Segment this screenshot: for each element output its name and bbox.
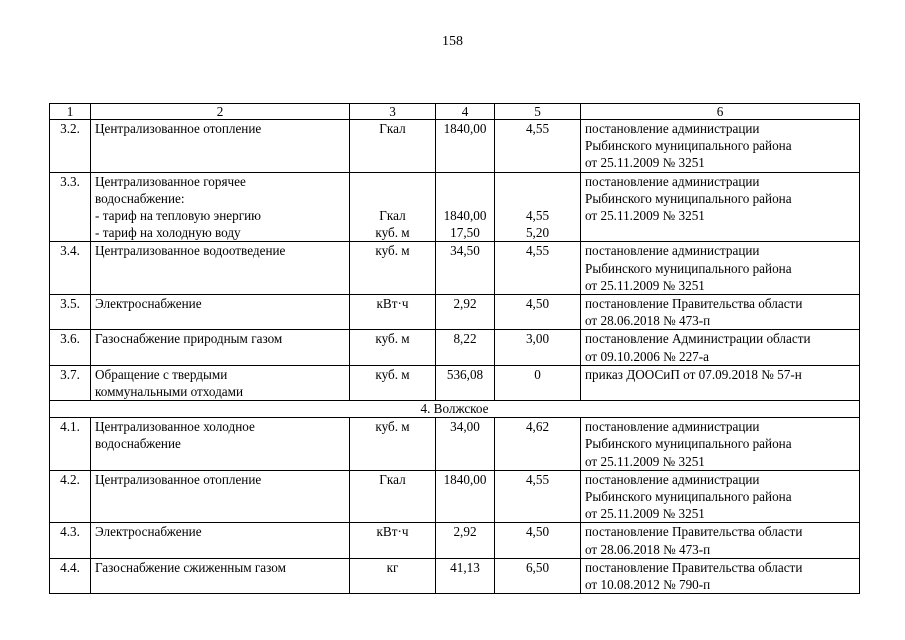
unit-cell-line: кВт·ч: [376, 524, 409, 540]
service-name-line: Централизованное холодное: [95, 419, 255, 435]
value-col5-line: 4,55: [525, 208, 550, 224]
value-col4: [436, 365, 495, 400]
value-col4: [436, 330, 495, 365]
legal-document-line: постановление администрации: [585, 471, 760, 487]
legal-document-line: от 25.11.2009 № 3251: [585, 155, 705, 171]
service-name-line: Электроснабжение: [95, 524, 202, 540]
service-name-line: - тариф на холодную воду: [95, 225, 241, 241]
service-name: [91, 120, 350, 173]
value-col4: [436, 418, 495, 471]
legal-document: [581, 470, 860, 523]
row-number: 3.4.: [50, 242, 91, 295]
column-number: 3: [350, 104, 436, 120]
table-row: [50, 418, 860, 471]
legal-document-line: постановление администрации: [585, 243, 760, 259]
legal-document-line: от 28.06.2018 № 473-п: [585, 313, 711, 329]
unit-cell: [350, 523, 436, 558]
legal-document-line: от 25.11.2009 № 3251: [585, 277, 705, 293]
row-number: 3.2.: [50, 120, 91, 173]
value-col5-line: 4,55: [525, 121, 550, 136]
unit-cell-line: куб. м: [375, 419, 410, 435]
service-name-line: Электроснабжение: [95, 296, 202, 312]
row-number: 4.4.: [50, 558, 91, 593]
table-row: [50, 523, 860, 558]
row-number: 3.5.: [50, 295, 91, 330]
value-col4: [436, 295, 495, 330]
service-name-line: Централизованное водоотведение: [95, 243, 286, 259]
value-col4-line: [440, 173, 490, 190]
value-col4-line: 8,22: [453, 331, 477, 347]
column-number: 1: [50, 104, 91, 120]
service-name-line: водоснабжение:: [95, 190, 185, 206]
value-col4: [436, 558, 495, 593]
service-name-line: Газоснабжение сжиженным газом: [95, 559, 286, 575]
service-name: [91, 172, 350, 242]
table-row: [50, 120, 860, 173]
legal-document: [581, 330, 860, 365]
legal-document: [581, 523, 860, 558]
value-col4-line: [440, 190, 490, 207]
row-number: 4.1.: [50, 418, 91, 471]
unit-cell-line: куб. м: [375, 243, 410, 259]
table-row: [50, 242, 860, 295]
value-col5-line: 6,50: [525, 559, 550, 575]
value-col5-line: 5,20: [525, 225, 550, 241]
legal-document-line: Рыбинского муниципального района: [585, 436, 792, 452]
legal-document-line: Рыбинского муниципального района: [585, 489, 792, 505]
value-col4-line: 1840,00: [443, 121, 487, 136]
legal-document: [581, 295, 860, 330]
table-row: [50, 172, 860, 242]
value-col5-line: 4,55: [525, 243, 550, 259]
row-number: 4.2.: [50, 470, 91, 523]
value-col4: [436, 120, 495, 173]
value-col5: [495, 242, 581, 295]
value-col5-line: [499, 190, 576, 207]
service-name-line: Обращение с твердыми: [95, 366, 228, 382]
unit-cell-line: куб. м: [375, 331, 410, 347]
legal-document-line: Рыбинского муниципального района: [585, 260, 792, 276]
service-name: [91, 295, 350, 330]
value-col5-line: 4,62: [525, 419, 550, 435]
unit-cell: [350, 330, 436, 365]
page-number: 158: [442, 34, 463, 49]
value-col5-line: [499, 173, 576, 190]
table-row: [50, 558, 860, 593]
row-number: 4.3.: [50, 523, 91, 558]
legal-document: [581, 418, 860, 471]
tariff-table: [49, 103, 860, 594]
value-col5-line: 4,50: [525, 296, 550, 312]
legal-document-line: постановление Правительства области: [585, 296, 803, 312]
legal-document-line: постановление Администрации области: [585, 331, 811, 347]
unit-cell: [350, 120, 436, 173]
section-title: 4. Волжское: [50, 401, 860, 418]
service-name: [91, 242, 350, 295]
legal-document: [581, 120, 860, 173]
value-col4-line: 2,92: [453, 296, 477, 312]
row-number: 3.3.: [50, 172, 91, 242]
service-name: [91, 470, 350, 523]
legal-document-line: постановление Правительства области: [585, 559, 803, 575]
value-col4-line: 2,92: [453, 524, 477, 540]
legal-document-line: постановление Правительства области: [585, 524, 803, 540]
service-name-line: Централизованное отопление: [95, 471, 262, 487]
value-col4: [436, 242, 495, 295]
legal-document-line: от 09.10.2006 № 227-а: [585, 348, 710, 364]
table-row: [50, 470, 860, 523]
unit-cell-line: Гкал: [379, 121, 406, 136]
row-number: 3.7.: [50, 365, 91, 400]
value-col5: [495, 295, 581, 330]
value-col4-line: 1840,00: [443, 471, 487, 487]
legal-document: [581, 242, 860, 295]
service-name: [91, 418, 350, 471]
unit-cell-line: Гкал: [379, 208, 406, 224]
service-name-line: Централизованное отопление: [95, 121, 262, 136]
column-number-row: [50, 104, 860, 120]
value-col5: [495, 558, 581, 593]
legal-document: [581, 558, 860, 593]
value-col5: [495, 120, 581, 173]
value-col5: [495, 523, 581, 558]
service-name: [91, 365, 350, 400]
unit-cell-line: кВт·ч: [376, 296, 409, 312]
legal-document-line: от 10.08.2012 № 790-п: [585, 577, 711, 593]
value-col4-line: 17,50: [450, 225, 480, 241]
table-row: [50, 330, 860, 365]
legal-document-line: приказ ДООСиП от 07.09.2018 № 57-н: [585, 366, 802, 382]
value-col5-line: 0: [534, 366, 541, 382]
unit-cell-line: Гкал: [379, 471, 406, 487]
unit-cell: [350, 558, 436, 593]
row-number: 3.6.: [50, 330, 91, 365]
legal-document-line: Рыбинского муниципального района: [585, 190, 792, 206]
unit-cell-line: [354, 173, 431, 190]
legal-document-line: постановление администрации: [585, 419, 760, 435]
unit-cell-line: кг: [386, 559, 399, 575]
value-col4-line: 34,00: [450, 419, 480, 435]
service-name-line: коммунальными отходами: [95, 384, 244, 400]
legal-document-line: Рыбинского муниципального района: [585, 138, 792, 154]
service-name: [91, 330, 350, 365]
value-col4: [436, 172, 495, 242]
unit-cell: [350, 172, 436, 242]
legal-document: [581, 365, 860, 400]
value-col5-line: 4,50: [525, 524, 550, 540]
unit-cell: [350, 242, 436, 295]
service-name-line: Централизованное горячее: [95, 173, 246, 189]
value-col4: [436, 470, 495, 523]
service-name: [91, 523, 350, 558]
service-name-line: Газоснабжение природным газом: [95, 331, 283, 347]
column-number: 5: [495, 104, 581, 120]
value-col5: [495, 172, 581, 242]
unit-cell: [350, 418, 436, 471]
service-name-line: водоснабжение: [95, 436, 181, 452]
unit-cell-line: куб. м: [375, 366, 410, 382]
legal-document: [581, 172, 860, 242]
table-row: [50, 295, 860, 330]
service-name: [91, 558, 350, 593]
unit-cell-line: куб. м: [375, 225, 410, 241]
service-name-line: - тариф на тепловую энергию: [95, 208, 262, 224]
value-col4-line: 34,50: [450, 243, 480, 259]
value-col5-line: 4,55: [525, 471, 550, 487]
section-row: [50, 401, 860, 418]
legal-document-line: от 25.11.2009 № 3251: [585, 208, 705, 224]
unit-cell: [350, 470, 436, 523]
legal-document-line: от 28.06.2018 № 473-п: [585, 541, 711, 557]
legal-document-line: от 25.11.2009 № 3251: [585, 453, 705, 469]
unit-cell: [350, 295, 436, 330]
legal-document-line: постановление администрации: [585, 173, 760, 189]
column-number: 6: [581, 104, 860, 120]
value-col4: [436, 523, 495, 558]
table-row: [50, 365, 860, 400]
column-number: 4: [436, 104, 495, 120]
value-col4-line: 536,08: [446, 366, 484, 382]
value-col4-line: 1840,00: [443, 208, 487, 224]
column-number: 2: [91, 104, 350, 120]
value-col5-line: 3,00: [525, 331, 550, 347]
unit-cell: [350, 365, 436, 400]
value-col5: [495, 470, 581, 523]
value-col4-line: 41,13: [450, 559, 480, 575]
legal-document-line: от 25.11.2009 № 3251: [585, 506, 705, 522]
value-col5: [495, 330, 581, 365]
value-col5: [495, 365, 581, 400]
legal-document-line: постановление администрации: [585, 121, 760, 136]
value-col5: [495, 418, 581, 471]
unit-cell-line: [354, 190, 431, 207]
